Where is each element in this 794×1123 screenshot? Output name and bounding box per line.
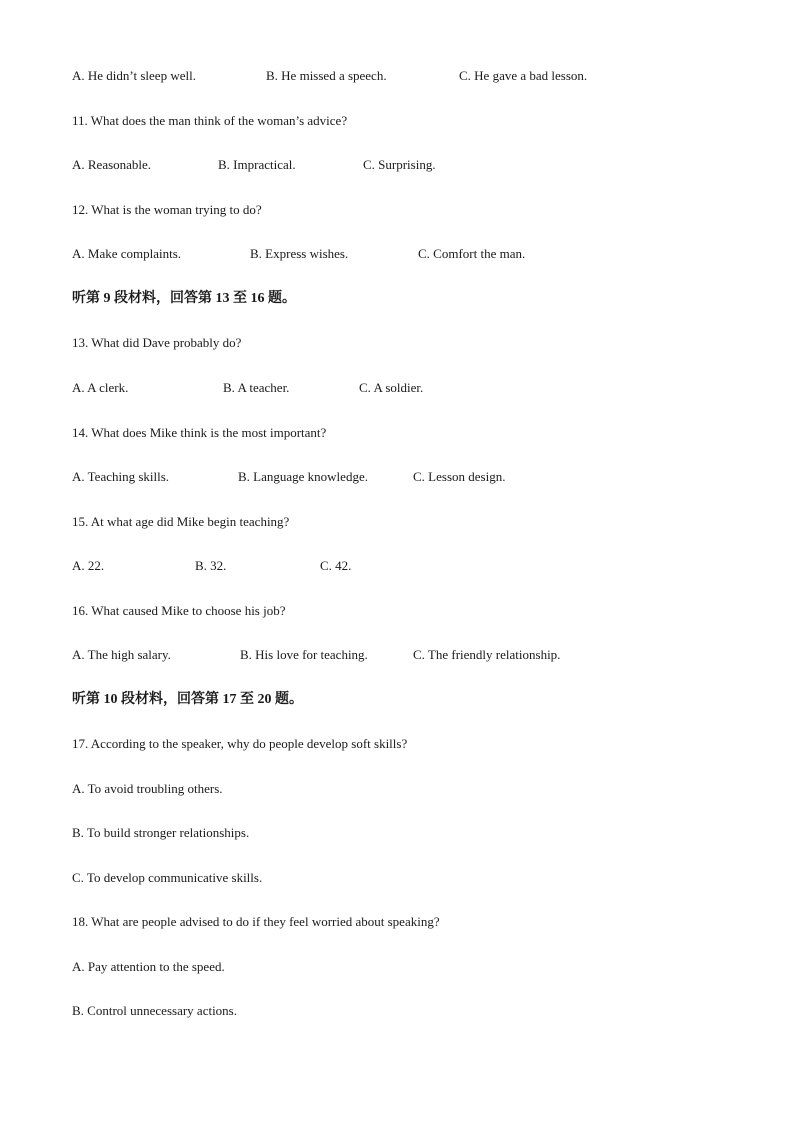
q14-question: 14. What does Mike think is the most important?	[72, 425, 327, 440]
q10-option-b: B. He missed a speech.	[266, 68, 387, 83]
q16-question: 16. What caused Mike to choose his job?	[72, 603, 286, 618]
section-9-heading: 听第 9 段材料，回答第 13 至 16 题。	[72, 291, 296, 306]
q15-option-b: B. 32.	[195, 558, 227, 573]
q10-option-a: A. He didn’t sleep well.	[72, 68, 196, 83]
q15-option-c: C. 42.	[320, 558, 352, 573]
q18-option-b: B. Control unnecessary actions.	[72, 1003, 237, 1018]
q11-option-b: B. Impractical.	[218, 157, 296, 172]
q10-option-c: C. He gave a bad lesson.	[459, 68, 588, 83]
q12-option-c: C. Comfort the man.	[418, 246, 526, 261]
q13-option-a: A. A clerk.	[72, 380, 129, 395]
q12-option-a: A. Make complaints.	[72, 246, 182, 261]
q16-option-a: A. The high salary.	[72, 647, 171, 662]
q18-option-a: A. Pay attention to the speed.	[72, 959, 225, 974]
q14-option-c: C. Lesson design.	[413, 469, 506, 484]
q12-question: 12. What is the woman trying to do?	[72, 202, 262, 217]
q12-option-b: B. Express wishes.	[250, 246, 349, 261]
q13-option-c: C. A soldier.	[359, 380, 424, 395]
q14-option-a: A. Teaching skills.	[72, 469, 170, 484]
q15-question: 15. At what age did Mike begin teaching?	[72, 514, 290, 529]
q18-question: 18. What are people advised to do if they feel worried about speaking?	[72, 914, 440, 929]
q11-question: 11. What does the man think of the woman’s advice?	[72, 113, 348, 128]
q11-option-a: A. Reasonable.	[72, 157, 152, 172]
q15-option-a: A. 22.	[72, 558, 105, 573]
q14-option-b: B. Language knowledge.	[238, 469, 368, 484]
q13-question: 13. What did Dave probably do?	[72, 335, 242, 350]
q16-option-c: C. The friendly relationship.	[413, 647, 561, 662]
section-10-heading: 听第 10 段材料，回答第 17 至 20 题。	[72, 692, 303, 707]
q17-option-b: B. To build stronger relationships.	[72, 825, 250, 840]
q17-option-a: A. To avoid troubling others.	[72, 781, 223, 796]
q17-question: 17. According to the speaker, why do people develop soft skills?	[72, 736, 408, 751]
q17-option-c: C. To develop communicative skills.	[72, 870, 263, 885]
q13-option-b: B. A teacher.	[223, 380, 290, 395]
q11-option-c: C. Surprising.	[363, 157, 436, 172]
q16-option-b: B. His love for teaching.	[240, 647, 368, 662]
